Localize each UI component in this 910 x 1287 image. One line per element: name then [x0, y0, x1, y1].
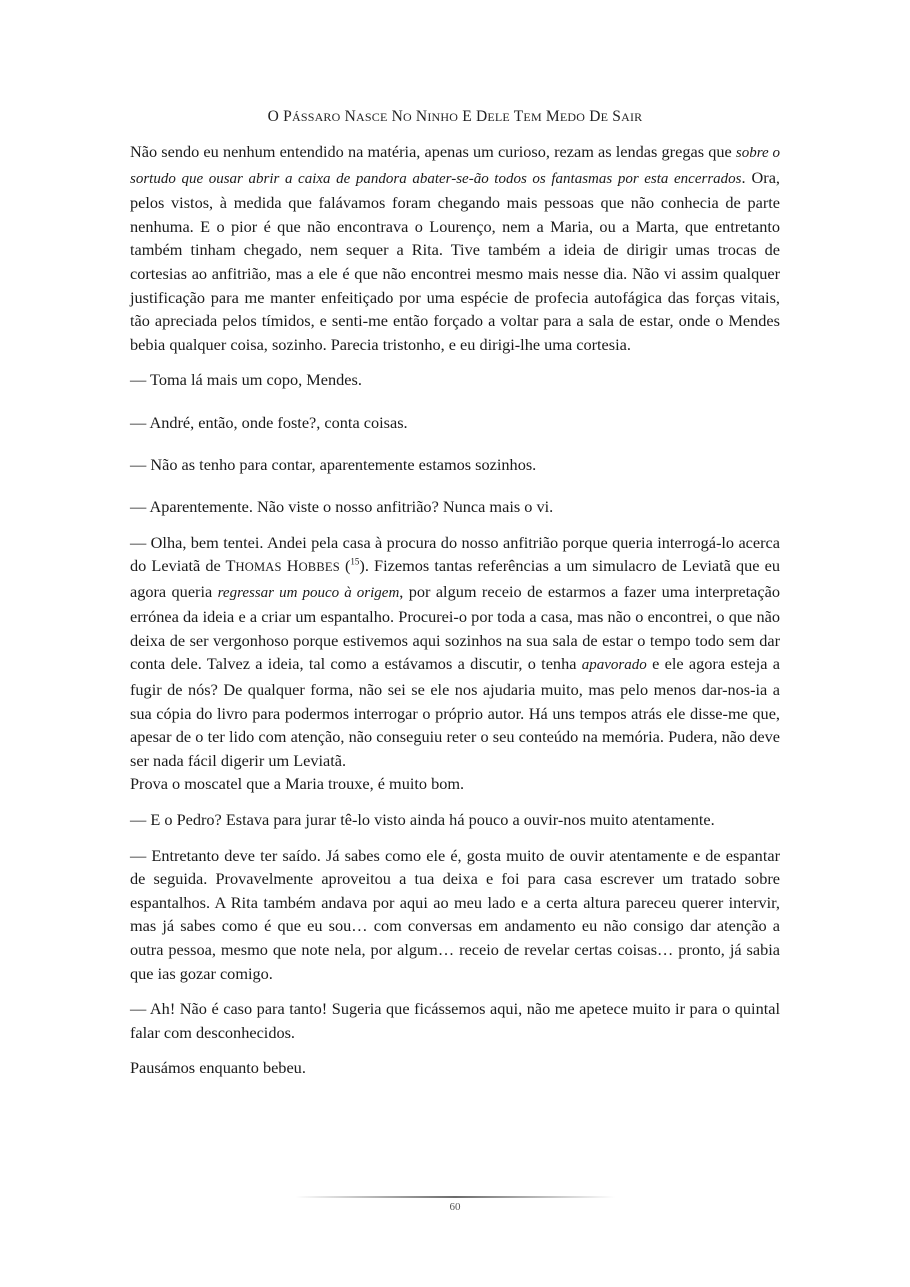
text-run: ). Fizemos tantas referências a um simulacro de Leviatã que eu agora queria: [130, 556, 781, 601]
page-number: 60: [449, 1201, 461, 1213]
title-word-cap: N: [391, 108, 403, 125]
title-word: O: [267, 108, 280, 125]
author-name-cap: H: [286, 556, 299, 576]
text-run: Não sendo eu nenhum entendido na matéria, apenas um curioso, rezam as lendas gregas que: [130, 142, 736, 161]
title-word-rest: AIR: [621, 110, 643, 124]
dialogue-paragraph-leviata: [130, 531, 780, 773]
dialogue-line: — Não as tenho para contar, aparentemente estamos sozinhos.: [130, 454, 537, 474]
title-word-rest: ELE: [487, 110, 510, 124]
author-name-cap: T: [225, 556, 236, 576]
text-run: (: [339, 556, 351, 576]
dialogue-continuation: Prova o moscatel que a Maria trouxe, é muito bom.: [130, 774, 465, 794]
title-word-cap: N: [344, 108, 356, 125]
title-word-rest: EDO: [559, 110, 586, 124]
italic-quote: sobre o sortudo que ousar abrir a caixa de pandora abater-se-ão todos os fantasmas por esta encerrados: [130, 145, 780, 187]
title-word-cap: M: [545, 108, 560, 125]
title-word-cap: D: [475, 108, 488, 125]
title-word-cap: D: [589, 108, 601, 125]
text-run: , por algum receio de estarmos a fazer uma interpretação errónea da ideia e a criar um espantalho. Procurei-o por toda a casa, mas não o encontrei, o que não deixa de ser vergonhoso porque estivemos aqui sozinhos na sua sala de estar o tempo todo sem dar conta dele. Talvez a ideia, tal como a estávamos a discutir, o tenha: [130, 581, 781, 674]
text-run: e ele agora esteja a fugir de nós? De qualquer forma, não sei se ele nos ajudaria muito, mas pelo menos dar-nos-ia a sua cópia do livro para podermos interrogar o próprio autor. Há uns tempos atrás ele disse-me que, apesar de o ter lido com atenção, não conseguiu reter o seu conteúdo na memória. Pudera, não deve ser nada fácil digerir um Leviatã.: [130, 654, 780, 770]
title-word-cap: P: [283, 108, 292, 125]
narration-line: Pausámos enquanto bebeu.: [130, 1058, 306, 1078]
chapter-title: [130, 108, 780, 126]
italic-phrase: apavorado: [581, 657, 647, 674]
title-word-rest: INHO: [427, 110, 459, 124]
text-run: . Ora, pelos vistos, à medida que falávamos foram chegando mais pessoas que não conhecia de parte nenhuma. E o pior é que não encontrava o Lourenço, nem a Maria, ou a Marta, que entretanto também tinham chegado, nem sequer a Rita. Tive também a ideia de dirigir umas trocas de cortesias ao anfitrião, mas a ele é que não encontrei mesmo mais nesse dia. Não vi assim qualquer justificação para me manter enfeitiçado por uma espécie de profecia autofágica das forças vitais, tão apreciada pelos tímidos, e senti-me então forçado a voltar para a sala de estar, onde o Mendes bebia qualquer coisa, sozinho. Parecia tristonho, e eu dirigi-lhe uma cortesia.: [130, 167, 780, 354]
dialogue-line: — Toma lá mais um copo, Mendes.: [130, 370, 362, 390]
title-word-cap: T: [513, 108, 524, 125]
dialogue-line: — Aparentemente. Não viste o nosso anfitrião? Nunca mais o vi.: [130, 496, 554, 516]
author-name-smallcaps: OBBES: [298, 560, 340, 575]
dialogue-paragraph: — Ah! Não é caso para tanto! Sugeria que ficássemos aqui, não me apetece muito ir para o quintal falar com desconhecidos.: [130, 999, 780, 1042]
paragraph-intro: [130, 140, 780, 356]
dialogue-line: — E o Pedro? Estava para jurar tê-lo visto ainda há pouco a ouvir-nos muito atentamente.: [130, 810, 715, 830]
dialogue-line: — André, então, onde foste?, conta coisas.: [130, 412, 408, 432]
title-word-cap: S: [612, 108, 622, 125]
text-run: — Olha, bem tentei. Andei pela casa à procura do nosso anfitrião porque queria interrogá-lo acerca do Leviatã de: [130, 532, 780, 576]
page-content: [130, 108, 780, 1092]
footnote-reference[interactable]: 15: [350, 556, 360, 567]
title-word-rest: E: [600, 110, 609, 124]
dialogue-paragraph: — Entretanto deve ter saído. Já sabes como ele é, gosta muito de ouvir atentamente e de espantar de seguida. Provavelmente aproveitou a tua deixa e foi para casa escrever um tratado sobre espantalhos. A Rita também andava por aqui ao meu lado e a certa altura pareceu querer intervir, mas já sabes como é que eu sou… com conversas em andamento eu não consigo dar atenção a outra pessoa, mesmo que note nela, por algum… receio de revelar certas coisas… pronto, já sabia que ias gozar comigo.: [130, 845, 780, 983]
title-word-rest: ÁSSARO: [291, 110, 341, 124]
title-word-cap: N: [415, 108, 428, 125]
italic-phrase: regressar um pouco à origem: [217, 584, 400, 601]
author-name-smallcaps: HOMAS: [235, 560, 282, 575]
footer-divider: [295, 1196, 615, 1198]
title-word-rest: ASCE: [356, 110, 388, 124]
title-word-rest: EM: [523, 110, 542, 124]
title-word: E: [462, 108, 472, 125]
title-word-rest: O: [402, 110, 412, 124]
